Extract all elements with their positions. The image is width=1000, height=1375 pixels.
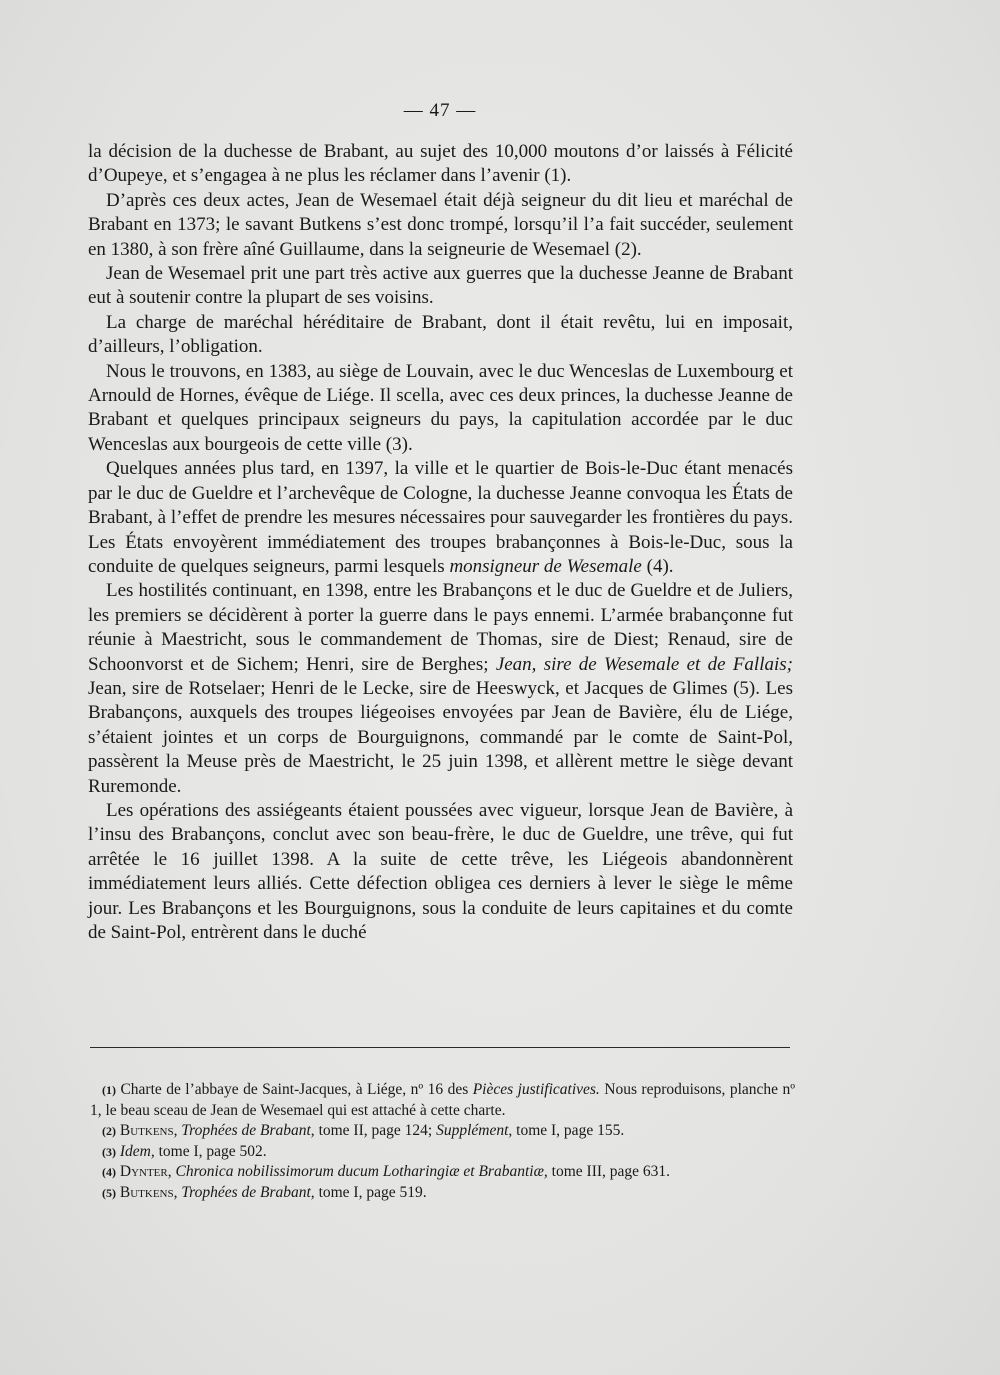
footnote-3 — [90, 1142, 795, 1163]
footnote-4-author: Dynter, — [119, 1163, 172, 1180]
footnote-2-title: Trophées de Brabant, — [181, 1122, 315, 1139]
footnote-1-number: (1) — [102, 1083, 116, 1097]
paragraph-1: la décision de la duchesse de Brabant, au sujet des 10,000 moutons d’or laissés à Félicité d’Oupeye, et s’engagea à ne plus les réclamer dans l’avenir (1). — [88, 141, 793, 187]
footnote-4-title: Chronica nobilissimorum ducum Lotharingiæ et Brabantiæ, — [175, 1163, 548, 1180]
footnote-1-end: Nous reproduisons, planche nº 1, le beau sceau de Jean de Wesemael qui est attaché à cette charte. — [90, 1081, 796, 1119]
footnote-5 — [90, 1183, 795, 1204]
main-text — [88, 140, 793, 945]
footnote-3-number: (3) — [102, 1144, 116, 1159]
paragraph-7-text: Les hostilités continuant, en 1398, entre les Brabançons et le duc de Gueldre et de Juliers, les premiers se décidèrent à porter la guerre dans le pays ennemi. L’armée brabançonne fut réunie à Maestricht, sous le commandement de Thomas, sire de Diest; Renaud, sire de Schoonvorst et de Sichem; Henri, sire de Berghes; — [88, 580, 793, 675]
footnote-2 — [90, 1121, 795, 1142]
page-number: — 47 — — [403, 100, 477, 121]
paragraph-7-italic: Jean, sire de Wesemale et de Fallais; — [495, 653, 793, 675]
paragraph-6-text: Quelques années plus tard, en 1397, la ville et le quartier de Bois-le-Duc étant menacés par le duc de Gueldre et l’archevêque de Cologne, la duchesse Jeanne convoqua les États de Brabant, à l’effet de prendre les mesures nécessaires pour sauvegarder les frontières du pays. Les États envoyèrent immédiatement des troupes brabançonnes à Bois-le-Duc, sous la conduite de quelques seigneurs, parmi lesquels — [88, 458, 794, 577]
footnote-4-number: (4) — [102, 1165, 116, 1179]
paragraph-5: Nous le trouvons, en 1383, au siège de Louvain, avec le duc Wenceslas de Luxembourg et Arnould de Hornes, évêque de Liége. Il scella, avec ces deux princes, la duchesse Jeanne de Brabant et quelques principaux seigneurs du pays, la capitulation accordée par le duc Wenceslas aux bourgeois de cette ville (3). — [88, 360, 793, 455]
footnote-2-title-2: Supplément, — [436, 1122, 513, 1139]
footnote-1-text: Charte de l’abbaye de Saint-Jacques, à Liége, nº 16 des — [120, 1081, 473, 1098]
footnote-2-mid: tome II, page 124; — [314, 1122, 437, 1139]
footnote-5-end: tome I, page 519. — [314, 1183, 427, 1201]
footnote-divider — [90, 1047, 790, 1048]
paragraph-2: D’après ces deux actes, Jean de Wesemael était déjà seigneur du dit lieu et maréchal de Brabant en 1373; le savant Butkens s’est donc trompé, lorsqu’il l’a fait succéder, seulement en 1380, à son frère aîné Guillaume, dans la seigneurie de Wesemael (2). — [88, 189, 793, 260]
footnotes — [90, 1080, 795, 1203]
footnote-4-end: tome III, page 631. — [547, 1163, 671, 1180]
footnote-2-number: (2) — [102, 1124, 116, 1138]
footnote-1 — [90, 1080, 795, 1121]
footnote-3-end: tome I, page 502. — [154, 1142, 267, 1160]
paragraph-3: Jean de Wesemael prit une part très active aux guerres que la duchesse Jeanne de Brabant eut à soutenir contre la plupart de ses voisins. — [88, 263, 793, 309]
paragraph-7-end: Jean, sire de Rotselaer; Henri de le Lecke, sire de Heeswyck, et Jacques de Glimes (5). Les Brabançons, auxquels des troupes liégeoises envoyées par Jean de Bavière, élu de Liége, s’étaient jointes et un corps de Bourguignons, commandé par le comte de Saint-Pol, passèrent la Meuse près de Maestricht, le 25 juin 1398, et allèrent mettre le siège devant Ruremonde. — [88, 677, 793, 797]
paragraph-6-italic: monsigneur de Wesemale — [449, 555, 642, 577]
footnote-1-italic: Pièces justificatives. — [472, 1081, 600, 1098]
footnote-2-author: Butkens, — [119, 1122, 178, 1139]
paragraph-6 — [88, 457, 793, 579]
footnote-5-title: Trophées de Brabant, — [181, 1183, 315, 1201]
footnote-5-author: Butkens, — [119, 1183, 178, 1201]
footnote-5-number: (5) — [102, 1185, 116, 1200]
footnote-3-italic: Idem, — [119, 1142, 155, 1160]
paragraph-4: La charge de maréchal héréditaire de Brabant, dont il était revêtu, lui en imposait, d’ailleurs, l’obligation. — [88, 311, 793, 358]
paragraph-6-end: (4). — [641, 555, 674, 577]
footnote-2-end: tome I, page 155. — [512, 1122, 625, 1139]
paragraph-8: Les opérations des assiégeants étaient poussées avec vigueur, lorsque Jean de Bavière, à l’insu des Brabançons, conclut avec son beau-frère, le duc de Gueldre, une trêve, qui fut arrêtée le 16 juillet 1398. A la suite de cette trêve, les Liégeois abandonnèrent immédiatement leurs alliés. Cette défection obligea ces derniers à lever le siège le même jour. Les Brabançons et les Bourguignons, sous la conduite de leurs capitaines et du comte de Saint-Pol, entrèrent dans le duché — [88, 799, 793, 943]
footnote-4 — [90, 1162, 795, 1183]
paragraph-7 — [88, 579, 793, 799]
